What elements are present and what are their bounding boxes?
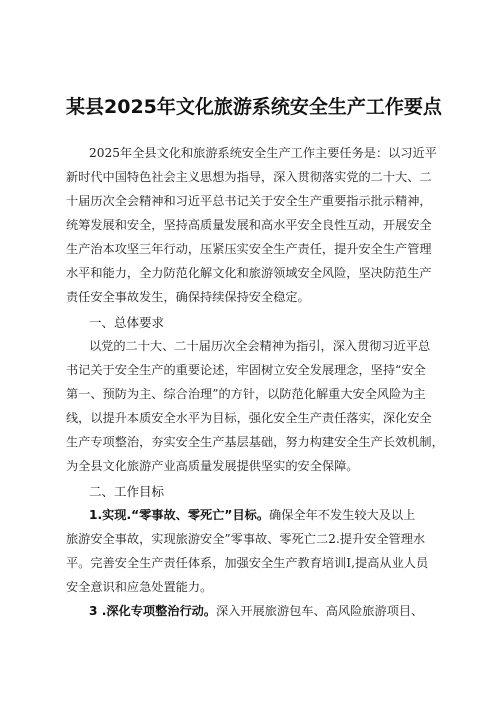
section2-line: 旅游安全事故，实现旅游安全”零事故、零死亡二2.提升安全管理水 (66, 532, 426, 546)
intro-line: 2025年全县文化和旅游系统安全生产工作主要任务是：以习近平 (89, 146, 437, 160)
intro-line: 责任安全事故发生，确保持续保持安全稳定。 (66, 290, 310, 304)
section1-line: 以党的二十大、二十届历次全会精神为指引，深入贯彻习近平总 (89, 339, 431, 353)
intro-line: 新时代中国特色社会主义思想为指导，深入贯彻落实党的二十大、二 (66, 170, 432, 184)
section2-line: 平。完善安全生产责任体系，加强安全生产教育培训I,提高从业人员 (66, 556, 429, 570)
document-title: 某县2025年文化旅游系统安全生产工作要点 (66, 96, 442, 118)
intro-line: 水平和能力，全力防范化解文化和旅游领域安全风险，坚决防范生产 (66, 266, 432, 280)
item1-title: 1.实现.“零事故、零死亡”目标。 (89, 508, 270, 522)
item1-text: 确保全年不发生较大及以上 (269, 508, 416, 522)
section1-line: 书记关于安全生产的重要论述，牢固树立安全发展理念，坚持“安全 (66, 363, 426, 377)
section-heading: 二、工作目标 (89, 484, 165, 499)
section1-line: 线，以提升本质安全水平为目标，强化安全生产责任落实，深化安全 (66, 411, 432, 425)
intro-line: 十届历次全会精神和习近平总书记关于安全生产重要指示批示精神， (66, 194, 432, 208)
section1-line: 生产专项整治，夯实安全生产基层基础，努力构建安全生产长效机制， (66, 435, 444, 449)
intro-line: 统筹发展和安全，坚持高质量发展和高水平安全良性互动，开展安全 (66, 218, 432, 232)
item1-line (89, 506, 415, 523)
item3-line (89, 602, 423, 619)
section1-line: 第一、预防为主、综合治理”的方针，以防范化解重大安全风险为主 (66, 387, 426, 401)
section2-line: 安全意识和应急处置能力。 (66, 580, 213, 594)
intro-line: 生产治本攻坚三年行动，压紧压实安全生产责任，提升安全生产管理 (66, 242, 432, 256)
item3-title: 3 .深化专项整治行动。 (89, 604, 217, 618)
item3-text: 深入开展旅游包车、高风险旅游项目、 (216, 604, 424, 618)
section-heading: 一、总体要求 (89, 315, 165, 330)
section1-line: 为全县文化旅游产业高质量发展提供坚实的安全保障。 (66, 459, 359, 473)
